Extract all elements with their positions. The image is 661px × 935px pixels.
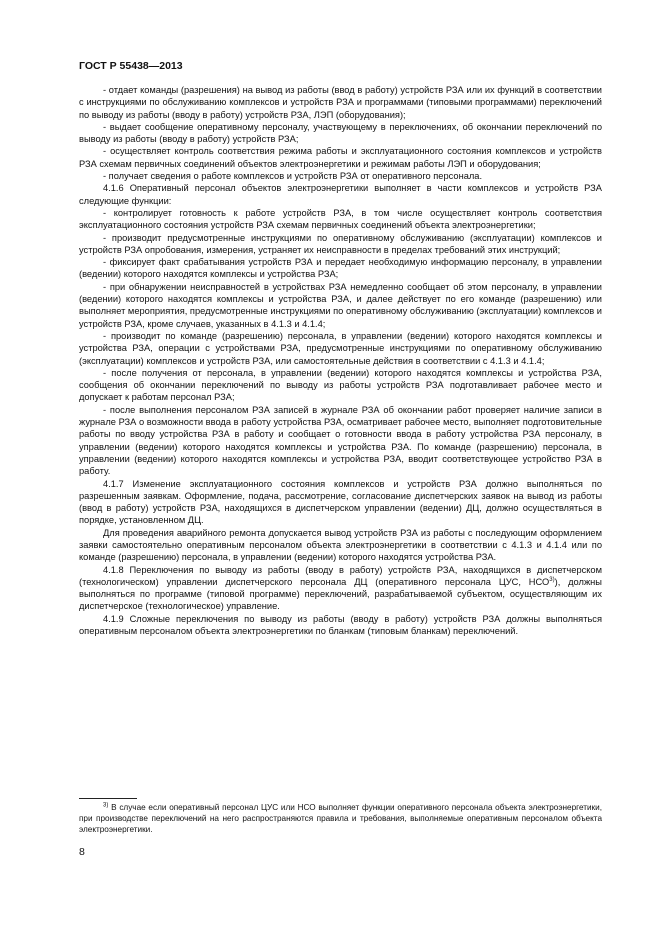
paragraph: - после выполнения персоналом РЗА записей в журнале РЗА об окончании работ проверяет наличие записи в журнале РЗА о возможности ввода в работу устройства РЗА, осматривает рабочее место, выполняет подготовительные работы по вводу устройства РЗА в работу и сообщает о готовности ввода в работу устройства РЗА персоналу, в управлении (ведении) которого находятся комплексы и устройства РЗА. По команде (разрешению) персонала, в управлении (ведении) которого находятся комплексы и устройства РЗА, вводит соответствующее устройство РЗА в работу. [79, 404, 602, 477]
footnote-text: В случае если оперативный персонал ЦУС или НСО выполняет функции оперативного персонала объекта электроэнергетики, при производстве переключений на него распространяются правила и требования, выполняемые оперативным персоналом объекта электроэнергетики. [79, 803, 602, 834]
footnote-ref[interactable]: 3) [549, 576, 555, 583]
paragraph: - отдает команды (разрешения) на вывод из работы (ввод в работу) устройств РЗА или их функций в соответствии с инструкциями по обслуживанию комплексов и устройств РЗА и программами (типовыми программами) переключений по выводу из работы (вводу в работу) устройств РЗА, ЛЭП (оборудования); [79, 85, 602, 120]
paragraph-4-1-9: 4.1.9 Сложные переключения по выводу из работы (вводу в работу) устройств РЗА должны выполняться оперативным персоналом объекта электроэнергетики по бланкам (типовым бланкам) переключений. [79, 613, 602, 637]
document-header: ГОСТ Р 55438—2013 [79, 60, 183, 72]
footnote-mark: 3) [103, 802, 109, 809]
paragraph: - при обнаружении неисправностей в устройствах РЗА немедленно сообщает об этом персоналу, в управлении (ведении) которого находятся комплексы и устройства РЗА, и далее действует по его команде (разрешению) или выполняет мероприятия, предусмотренные инструкциями по оперативному обслуживанию (эксплуатации) комплексов и устройств РЗА, кроме случаев, указанных в 4.1.3 и 4.1.4; [79, 281, 602, 329]
paragraph: - получает сведения о работе комплексов и устройств РЗА от оперативного персонала. [103, 171, 483, 182]
paragraph: - производит предусмотренные инструкциями по оперативному обслуживанию (эксплуатации) комплексов и устройств РЗА опробования, измерения, устраняет их неисправности в пределах требований этих инструкций; [79, 232, 602, 255]
footnote-divider [79, 798, 137, 799]
paragraph: - фиксирует факт срабатывания устройств РЗА и передает необходимую информацию персоналу, в управлении (ведении) которого находятся комплексы и устройства РЗА; [79, 257, 602, 280]
para-418-before: 4.1.8 Переключения по выводу из работы (вводу в работу) устройств РЗА, находящихся в диспетчерском (технологическом) управлении диспетчерского персонала ДЦ (оперативного персонала ЦУС, НСО [79, 564, 602, 587]
main-text [79, 84, 602, 637]
paragraph: - выдает сообщение оперативному персоналу, участвующему в переключениях, об окончании переключений по выводу из работы (вводу в работу) устройств РЗА; [79, 121, 602, 145]
paragraph: - после получения от персонала, в управлении (ведении) которого находятся комплексы и устройства РЗА, сообщения об окончании переключений по выводу из работы устройств РЗА подготавливает рабочее место и допускает к работам персонал РЗА; [79, 367, 602, 403]
paragraph: Для проведения аварийного ремонта допускается вывод устройств РЗА из работы с последующим оформлением заявки самостоятельно оперативным персоналом объекта электроэнергетики в соответствии с 4.1.3 и 4.1.4 или по команде (разрешению) персонала, в управлении (ведении) которого находятся устройства РЗА. [79, 527, 602, 563]
paragraph: - осуществляет контроль соответствия режима работы и эксплуатационного состояния комплексов и устройств РЗА схемам первичных соединений объектов электроэнергетики и режимам работы ЛЭП и оборудования; [79, 146, 602, 169]
para-418-after: ), должны выполняться по программе (типовой программе) переключений, разрабатываемой субъектом, осуществляющим их диспетчерское (технологическое) управление. [79, 576, 602, 612]
paragraph: - контролирует готовность к работе устройств РЗА, в том числе осуществляет контроль соответствия эксплуатационного состояния устройств РЗА схемам первичных соединений объекта электроэнергетики; [79, 207, 602, 231]
footnote [79, 802, 602, 835]
page-number: 8 [79, 846, 85, 858]
paragraph: - производит по команде (разрешению) персонала, в управлении (ведении) которого находятся комплексы и устройства РЗА, операции с устройствами РЗА, предусмотренные инструкциями по оперативному обслуживанию (эксплуатации) комплексов и устройств РЗА, или самостоятельные действия в соответствии с 4.1.3 и 4.1.4; [79, 330, 602, 366]
paragraph-4-1-8 [79, 564, 602, 613]
paragraph: 4.1.7 Изменение эксплуатационного состояния комплексов и устройств РЗА должно выполняться по разрешенным заявкам. Оформление, подача, рассмотрение, согласование диспетчерских заявок на вывод из работы (ввод в работу) устройств РЗА, находящихся в диспетчерском управлении (ведении) ДЦ, должно осуществляться в порядке, установленном ДЦ. [79, 478, 602, 526]
paragraph: 4.1.6 Оперативный персонал объектов электроэнергетики выполняет в части комплексов и устройств РЗА следующие функции: [79, 183, 602, 206]
